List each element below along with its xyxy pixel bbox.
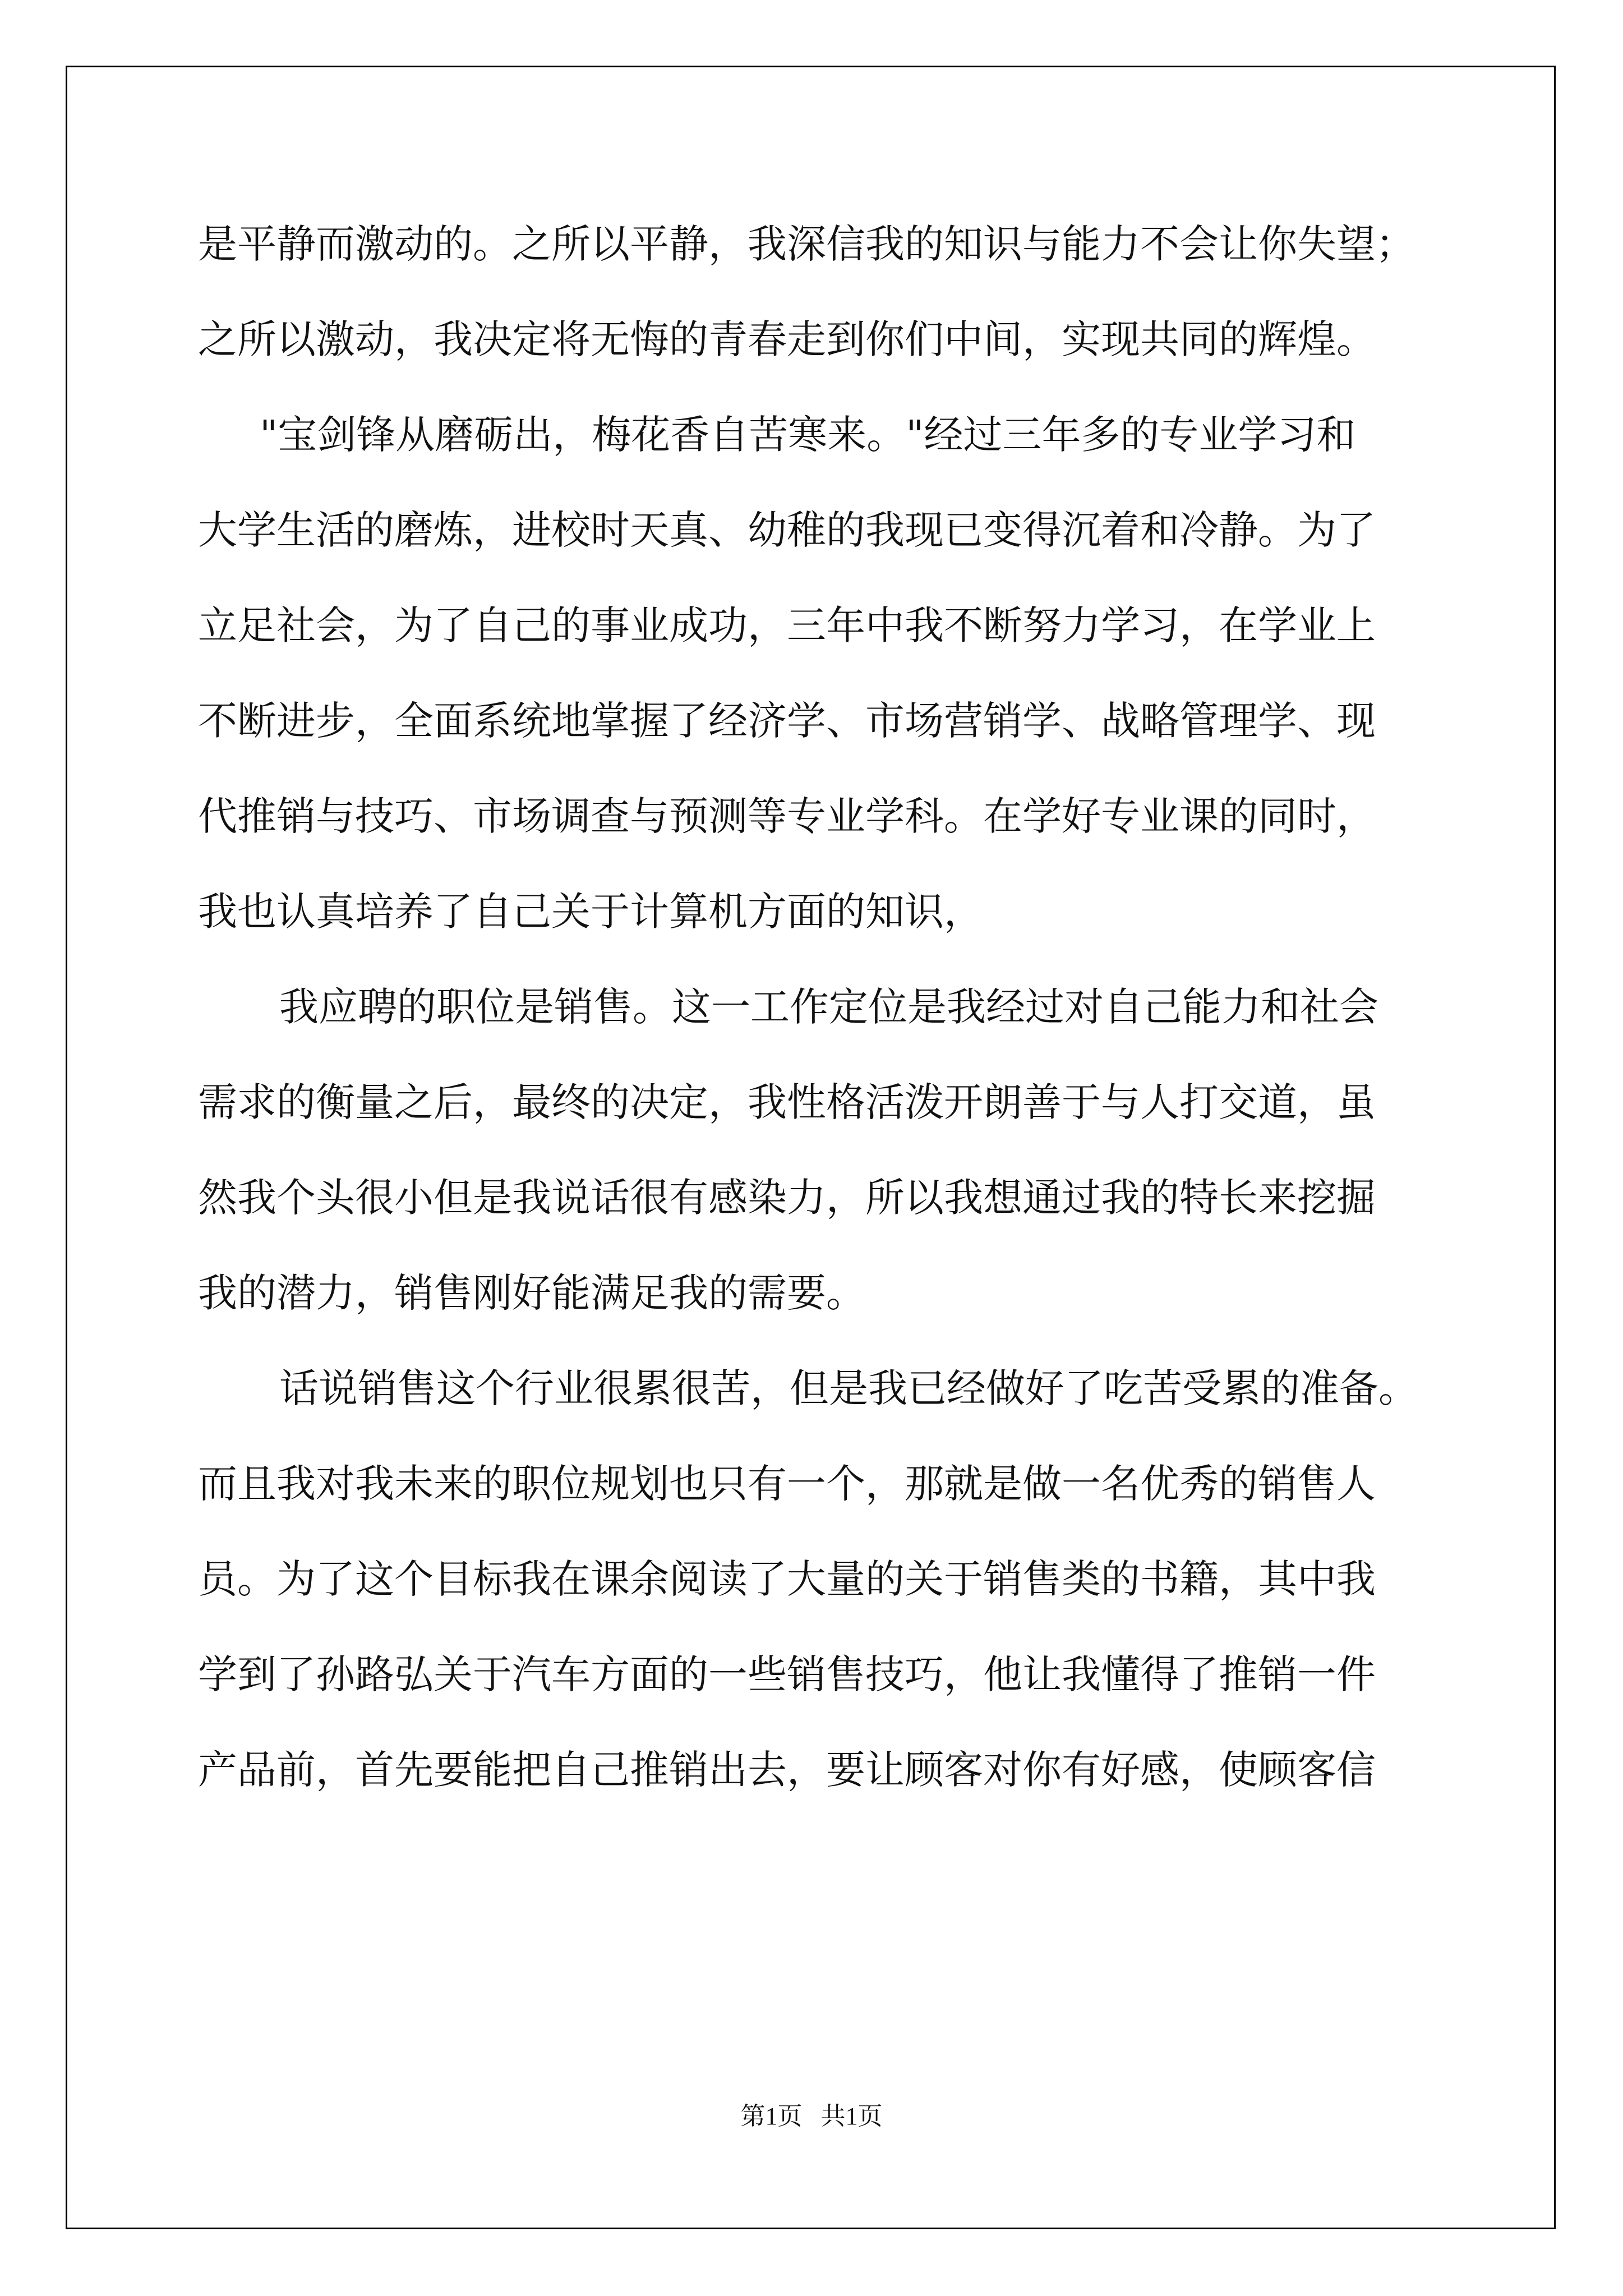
paragraph-first-line: 我应聘的职位是销售。这一工作定位是我经过对自己能力和社会: [279, 984, 1378, 1030]
text-line: 员。为了这个目标我在课余阅读了大量的关于销售类的书籍，其中我: [198, 1556, 1376, 1602]
text-line: 立足社会，为了自己的事业成功，三年中我不断努力学习，在学业上: [198, 602, 1376, 648]
text-line: 我也认真培养了自己关于计算机方面的知识，: [198, 889, 983, 935]
paragraph-first-line: 话说销售这个行业很累很苦，但是我已经做好了吃苦受累的准备。: [279, 1365, 1418, 1411]
text-line: 是平静而激动的。之所以平静，我深信我的知识与能力不会让你失望；: [198, 221, 1415, 267]
page-border: [66, 66, 1556, 2229]
text-line: 之所以激动，我决定将无悔的青春走到你们中间，实现共同的辉煌。: [198, 316, 1376, 362]
text-line: 产品前，首先要能把自己推销出去，要让顾客对你有好感，使顾客信: [198, 1747, 1376, 1793]
text-line: 大学生活的磨炼，进校时天真、幼稚的我现已变得沉着和冷静。为了: [198, 507, 1376, 553]
text-line: 学到了孙路弘关于汽车方面的一些销售技巧，他让我懂得了推销一件: [198, 1651, 1376, 1697]
page-number-footer: 第1页 共1页: [740, 2102, 883, 2130]
text-line: 然我个头很小但是我说话很有感染力，所以我想通过我的特长来挖掘: [198, 1175, 1376, 1221]
text-line: 我的潜力，销售刚好能满足我的需要。: [198, 1270, 865, 1316]
text-line: 需求的衡量之后，最终的决定，我性格活泼开朗善于与人打交道，虽: [198, 1079, 1376, 1125]
paragraph-first-line: "宝剑锋从磨砺出，梅花香自苦寒来。"经过三年多的专业学习和: [260, 412, 1356, 458]
text-line: 而且我对我未来的职位规划也只有一个，那就是做一名优秀的销售人: [198, 1461, 1376, 1507]
text-line: 代推销与技巧、市场调查与预测等专业学科。在学好专业课的同时，: [198, 793, 1376, 839]
text-line: 不断进步，全面系统地掌握了经济学、市场营销学、战略管理学、现: [198, 698, 1376, 744]
